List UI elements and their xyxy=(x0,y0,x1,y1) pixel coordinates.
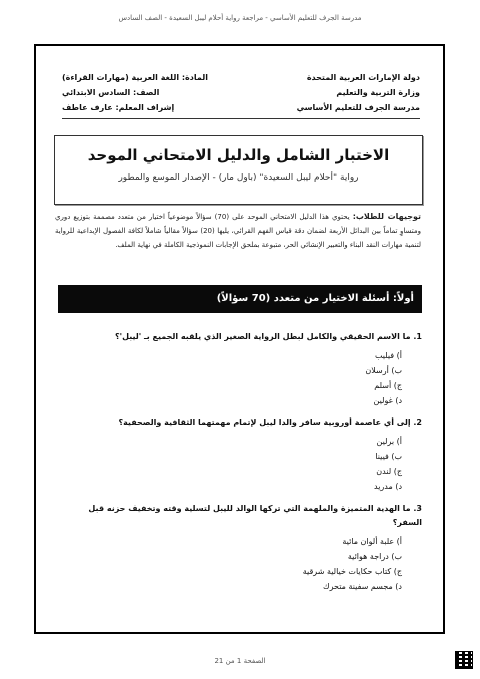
question-3-option-a: أ) علبة ألوان مائية xyxy=(342,537,402,546)
qr-code-icon xyxy=(455,651,473,669)
instructions-paragraph xyxy=(55,210,421,252)
section-heading: أولاً: أسئلة الاختيار من متعدد (70 سؤالاً) xyxy=(216,293,414,304)
question-3: 3. ما الهدية المتميزة والملهمة التي تركها الوالد لليبل لتسلية وقته وتخفيف حزنه قبل السفر؟ xyxy=(88,504,422,527)
question-2-option-c: ج) لندن xyxy=(376,467,402,476)
meta-school: مدرسة الجرف للتعليم الأساسي xyxy=(296,103,420,112)
meta-country: دولة الإمارات العربية المتحدة xyxy=(306,73,420,82)
running-header: مدرسة الجرف للتعليم الأساسي - مراجعة رواية أحلام ليبل السعيدة - الصف السادس xyxy=(118,14,362,22)
question-3-option-b: ب) دراجة هوائية xyxy=(347,552,402,561)
meta-ministry: وزارة التربية والتعليم xyxy=(336,88,420,97)
question-2-option-b: ب) فيينا xyxy=(375,452,402,461)
question-2-option-d: د) مدريد xyxy=(374,482,402,491)
page-number: الصفحة 1 من 21 xyxy=(214,657,266,665)
meta-teacher: إشراف المعلم: عارف عاطف xyxy=(62,103,175,112)
meta-grade: الصف: السادس الابتدائي xyxy=(62,88,160,97)
question-2: 2. إلى أي عاصمة أوروبية سافر والدا ليبل لإتمام مهمتهما الثقافية والصحفية؟ xyxy=(118,418,422,427)
question-1-option-d: د) غولين xyxy=(373,396,402,405)
title-box xyxy=(54,135,423,205)
question-1-option-a: أ) فيليب xyxy=(374,351,402,360)
meta-subject: المادة: اللغة العربية (مهارات القراءة) xyxy=(62,73,208,82)
question-1-option-c: ج) أسلم xyxy=(374,381,402,390)
section-heading-bar xyxy=(58,285,422,313)
document-subtitle: رواية "أحلام ليبل السعيدة" (باول مار) - الإصدار الموسع والمطور xyxy=(118,173,359,183)
document-meta xyxy=(62,70,420,115)
questions-list xyxy=(58,320,422,594)
instructions-label: توجيهات للطلاب: xyxy=(352,212,422,221)
question-1: 1. ما الاسم الحقيقي والكامل لبطل الرواية الصغير الذي يلقبه الجميع بـ 'ليبل'؟ xyxy=(115,332,422,341)
question-3-option-d: د) مجسم سفينة متحرك xyxy=(323,582,402,591)
question-1-option-b: ب) أرسلان xyxy=(365,366,402,375)
meta-divider xyxy=(62,118,420,119)
instructions-text: يحتوي هذا الدليل الامتحاني الموحد على (70) سؤالاً موضوعياً اختيار من متعدد مصممة بتوزيع دوري ومتساوٍ تماماً بين البدائل الأربعة لضمان دقة قياس الفهم القرائي، يليها (20) سؤالاً مقالياً شاملاً لكافة الفصول الإبداعية للرواية لتنمية مهارات النقد البناء والتعبير الإنشائي الحر، متبوعة بملحق الإجابات النموذجية الكاملة في نهاية الملف. xyxy=(55,213,421,249)
question-3-option-c: ج) كتاب حكايات خيالية شرقية xyxy=(302,567,402,576)
document-title: الاختبار الشامل والدليل الامتحاني الموحد xyxy=(87,146,390,164)
question-2-option-a: أ) برلين xyxy=(376,437,402,446)
